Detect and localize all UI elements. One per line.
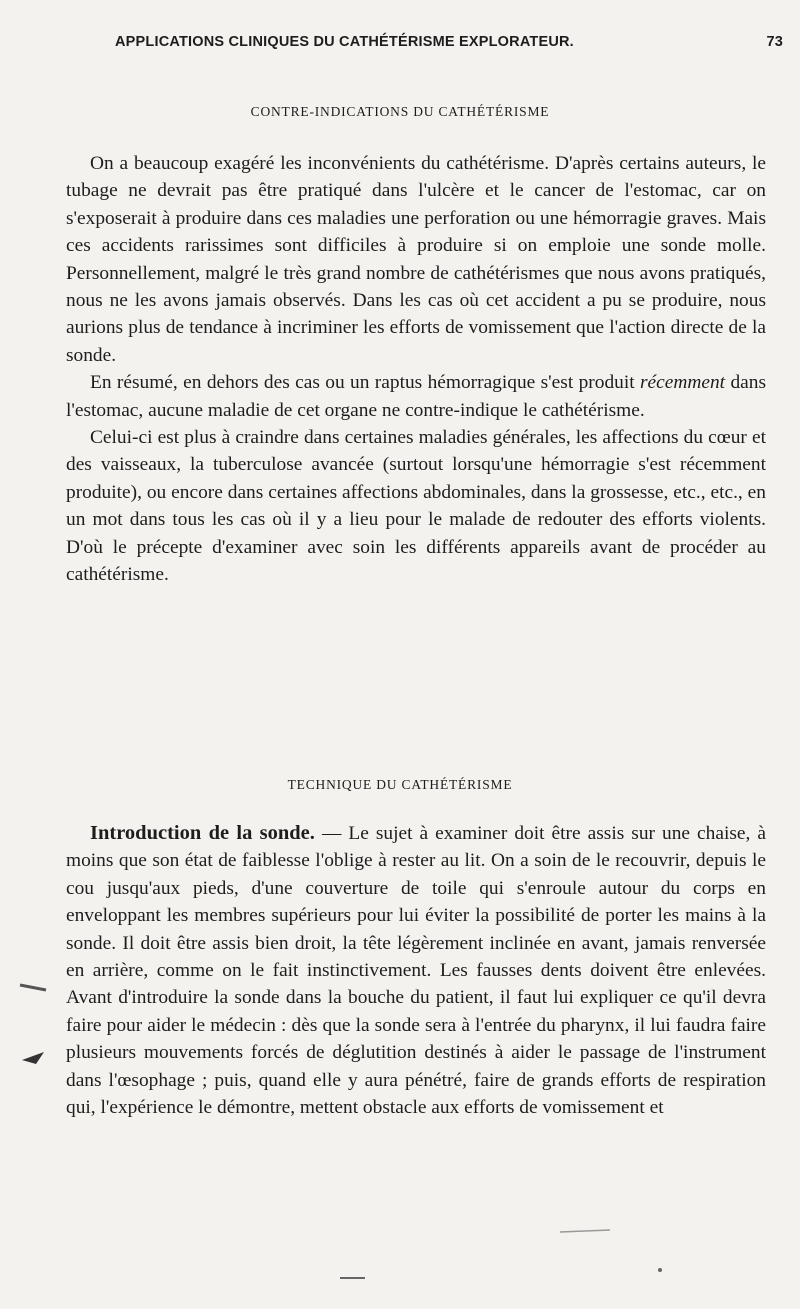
ink-stroke (560, 1230, 610, 1232)
paragraph: Celui-ci est plus à craindre dans certaines maladies générales, les affections du cœur et des vaisseaux, la tuberculose avancée (surtout lorsqu'une hémorragie s'est récemment produite), ou encore dans certaines affections abdominales, dans la grossesse, etc., etc., en un mot dans tous les cas où il y a lieu pour le malade de redouter des efforts violents. D'où le précepte d'examiner avec soin les différents appareils avant de procéder au cathétérisme. (66, 427, 766, 586)
ink-dot (658, 1268, 662, 1272)
paragraph (66, 820, 766, 1121)
section-heading-technique: TECHNIQUE DU CATHÉTÉRISME (287, 777, 513, 792)
technique-body (66, 820, 766, 1121)
ink-stroke (20, 985, 46, 990)
paragraph-text: — Le sujet à examiner doit être assis sur une chaise, à moins que son état de faiblesse l'oblige à rester au lit. On a soin de le recouvrir, depuis le cou jusqu'aux pieds, d'une couverture de toile qui s'enroule autour du corps en enveloppant les membres supérieurs pour lui éviter la possibilité de porter les mains à la sonde. Il doit être assis bien droit, la tête légèrement inclinée en avant, jamais renversée en arrière, comme on le fait instinctivement. Les fausses dents doivent être enlevées. Avant d'introduire la sonde dans la bouche du patient, il faut lui expliquer ce qu'il devra faire pour aider le médecin : dès que la sonde sera à l'entrée du pharynx, il lui faudra faire plusieurs mouvements forcés de déglutition destinés à aider le passage de l'instrument dans l'œsophage ; puis, quand elle y aura pénétré, faire de grands efforts de respiration qui, l'expérience le démontre, mettent obstacle aux efforts de vomissement et (66, 823, 766, 1119)
page-number: 73 (766, 34, 783, 50)
running-head (115, 34, 795, 56)
section-heading-contraindications: CONTRE-INDICATIONS DU CATHÉTÉRISME (250, 104, 550, 119)
paragraph-text: En résumé, en dehors des cas ou un raptus hémorragique s'est produit (90, 372, 640, 394)
ink-blot (22, 1052, 44, 1064)
paragraph (66, 369, 766, 424)
running-title: APPLICATIONS CLINIQUES DU CATHÉTÉRISME EXPLORATEUR. (115, 34, 574, 50)
run-in-heading: Introduction de la sonde. (90, 822, 315, 844)
contraindications-body (66, 150, 766, 589)
paragraph-text: dans l'estomac, aucune maladie de cet organe ne contre-indique le cathétérisme. (66, 372, 766, 421)
emphasis: récemment (640, 372, 726, 394)
paragraph: On a beaucoup exagéré les inconvénients du cathétérisme. D'après certains auteurs, le tubage ne devrait pas être pratiqué dans l'ulcère et le cancer de l'estomac, car on s'exposerait à produire dans ces maladies une perforation ou une hémorragie graves. Mais ces accidents rarissimes sont difficiles à produire si on emploie une sonde molle. Personnellement, malgré le très grand nombre de cathétérismes que nous avons pratiqués, nous ne les avons jamais observés. Dans les cas où cet accident a pu se produire, nous aurions plus de tendance à incriminer les efforts de vomissement que l'action directe de la sonde. (66, 153, 766, 366)
